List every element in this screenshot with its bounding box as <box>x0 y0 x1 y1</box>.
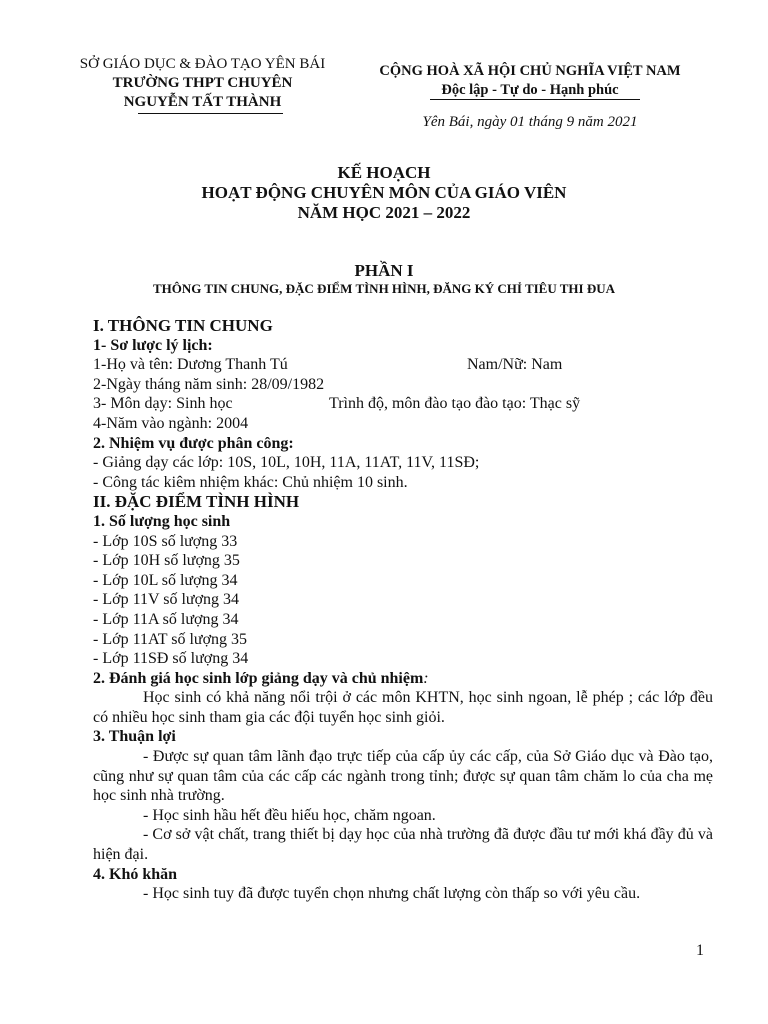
advantage-item: - Được sự quan tâm lãnh đạo trực tiếp của cấp ủy các cấp, của Sở Giáo dục và Đào tạo, cũng như sự quan tâm của các cấp các ngành trong tỉnh; được sự quan tâm chăm lo của cha mẹ học sinh nhà trường. <box>93 748 713 805</box>
section2-sub1: 1. Số lượng học sinh <box>93 512 231 530</box>
class-item: - Lớp 11A số lượng 34 <box>93 610 239 628</box>
class-item: - Lớp 10S số lượng 33 <box>93 532 238 550</box>
teacher-degree: Trình độ, môn đào tạo đào tạo: Thạc sỹ <box>329 395 581 413</box>
subject-row <box>93 394 713 414</box>
teacher-name: 1-Họ và tên: Dương Thanh Tú <box>93 356 288 374</box>
other-duties: - Công tác kiêm nhiệm khác: Chủ nhiệm 10 sinh. <box>93 473 408 491</box>
class-item: - Lớp 11V số lượng 34 <box>93 591 240 609</box>
header-left-underline <box>138 113 283 114</box>
section1-heading: I. THÔNG TIN CHUNG <box>93 316 273 335</box>
advantage-item: - Học sinh hầu hết đều hiếu học, chăm ngoan. <box>143 806 436 824</box>
section2-sub2-colon: : <box>423 669 429 687</box>
page-number: 1 <box>696 942 704 959</box>
advantage-item: - Cơ sở vật chất, trang thiết bị dạy học của nhà trường đã được đầu tư mới khá đầy đủ và hiện đại. <box>93 826 713 864</box>
department-name: SỞ GIÁO DỤC & ĐÀO TẠO YÊN BÁI <box>79 56 326 72</box>
section1-sub2: 2. Nhiệm vụ được phân công: <box>93 434 294 452</box>
doc-title-line3: NĂM HỌC 2021 – 2022 <box>297 203 471 222</box>
class-item: - Lớp 11SĐ số lượng 34 <box>93 650 249 668</box>
document-body <box>93 316 713 904</box>
teacher-subject: 3- Môn dạy: Sinh học <box>93 395 233 413</box>
national-title: CỘNG HOÀ XÃ HỘI CHỦ NGHĨA VIỆT NAM <box>379 63 681 79</box>
section2-heading: II. ĐẶC ĐIỂM TÌNH HÌNH <box>93 492 300 512</box>
class-item: - Lớp 11AT số lượng 35 <box>93 630 248 648</box>
header-right-underline <box>430 99 640 100</box>
doc-title-line2: HOẠT ĐỘNG CHUYÊN MÔN CỦA GIÁO VIÊN <box>201 183 567 202</box>
class-item: - Lớp 10L số lượng 34 <box>93 571 238 589</box>
doc-title-line1: KẾ HOẠCH <box>337 163 431 182</box>
teacher-start-year: 4-Năm vào ngành: 2004 <box>93 414 249 432</box>
class-item: - Lớp 10H số lượng 35 <box>93 552 240 570</box>
difficulty-item: - Học sinh tuy đã được tuyển chọn nhưng chất lượng còn thấp so với yêu cầu. <box>143 885 641 903</box>
section2-sub4: 4. Khó khăn <box>93 865 178 883</box>
teaching-classes: - Giảng dạy các lớp: 10S, 10L, 10H, 11A, 11AT, 11V, 11SĐ; <box>93 454 480 472</box>
national-motto: Độc lập - Tự do - Hạnh phúc <box>441 82 619 98</box>
section2-sub2-line <box>93 669 713 689</box>
header-right <box>360 62 700 100</box>
student-evaluation: Học sinh có khả năng nổi trội ở các môn KHTN, học sinh ngoan, lễ phép ; các lớp đều có nhiều học sinh tham gia các đội tuyển học sinh giỏi. <box>93 689 713 726</box>
school-name-line1: TRƯỜNG THPT CHUYÊN <box>112 75 293 91</box>
teacher-dob: 2-Ngày tháng năm sinh: 28/09/1982 <box>93 375 325 393</box>
header-left <box>60 55 345 112</box>
teacher-gender: Nam/Nữ: Nam <box>467 356 563 374</box>
section2-sub2: 2. Đánh giá học sinh lớp giảng dạy và chủ nhiệm <box>93 669 424 687</box>
part-heading: PHẦN I <box>354 261 414 280</box>
date-line: Yên Bái, ngày 01 tháng 9 năm 2021 <box>422 114 638 130</box>
name-row <box>93 355 713 375</box>
school-name-line2: NGUYỄN TẤT THÀNH <box>123 94 282 110</box>
section2-sub3: 3. Thuận lợi <box>93 728 176 746</box>
part-subheading: THÔNG TIN CHUNG, ĐẶC ĐIỂM TÌNH HÌNH, ĐĂNG KÝ CHỈ TIÊU THI ĐUA <box>152 281 616 296</box>
section1-sub1: 1- Sơ lược lý lịch: <box>93 336 213 354</box>
